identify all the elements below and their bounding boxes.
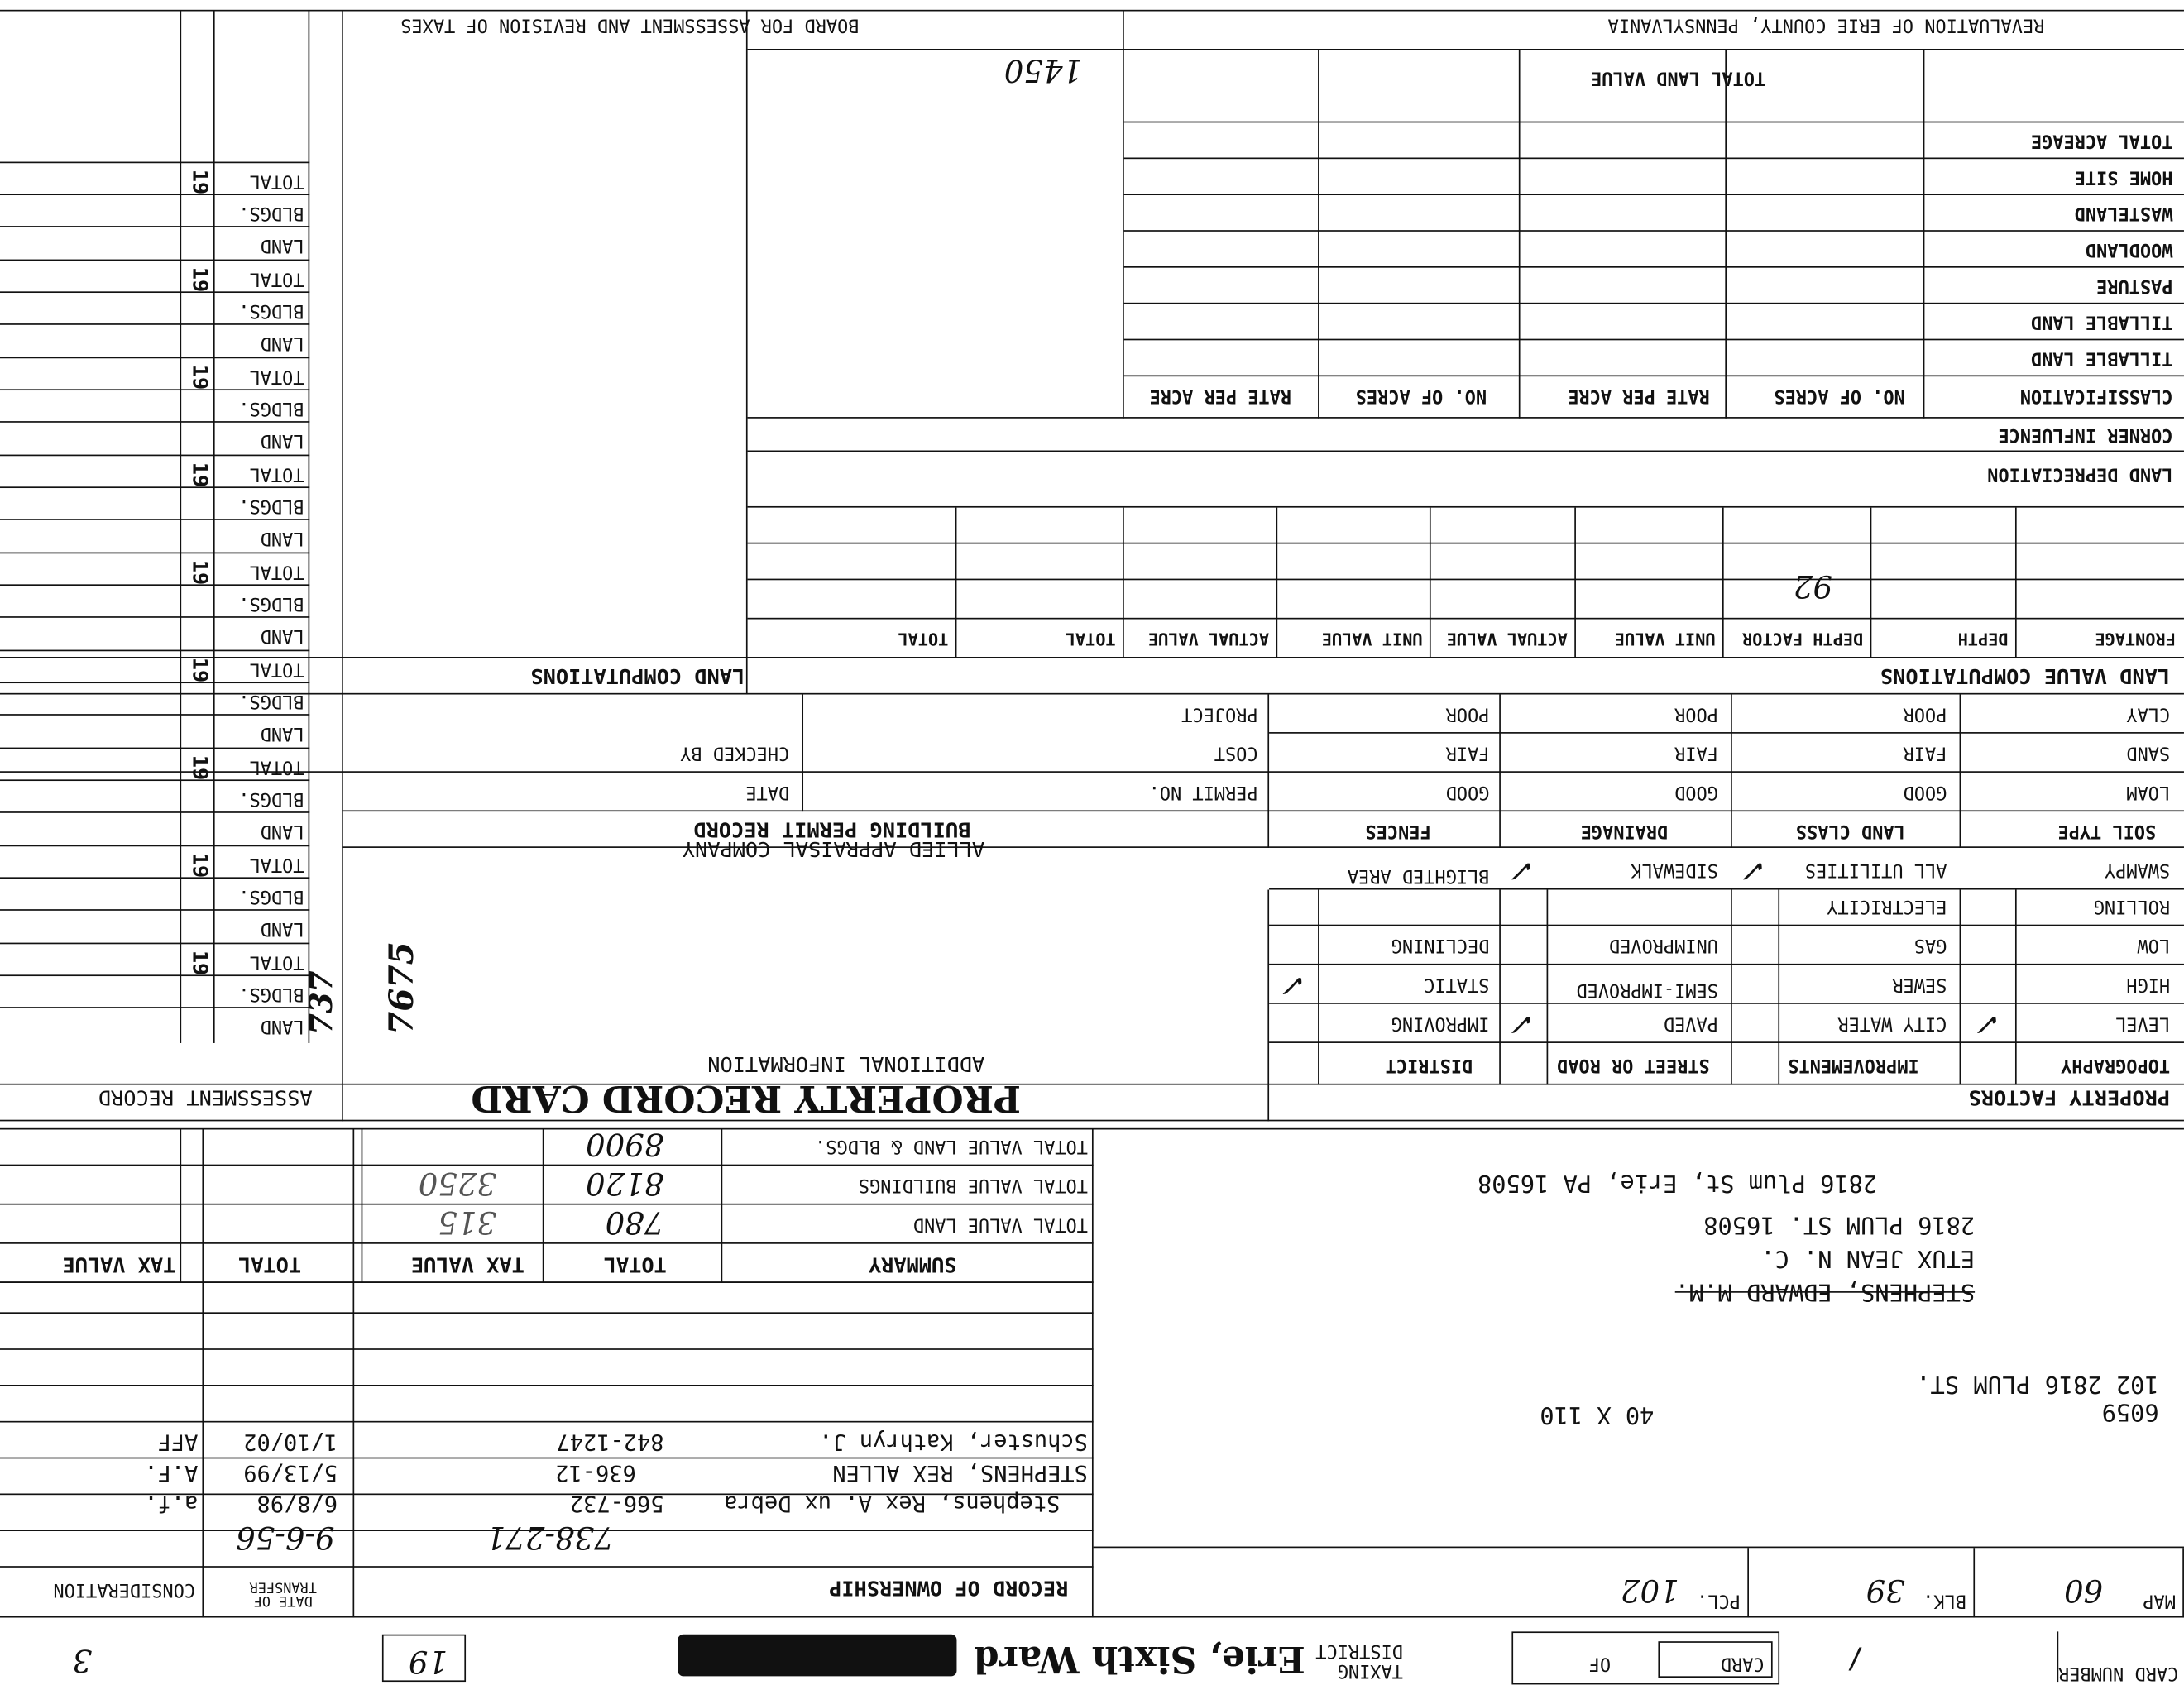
assessment-row-line xyxy=(0,748,309,749)
street-sidewalk-check: ✓ xyxy=(1511,852,1537,888)
assessment-row-label: LAND xyxy=(260,332,304,353)
blk-label: BLK. xyxy=(1923,1589,1966,1611)
assessment-row-label: TOTAL xyxy=(249,365,304,386)
impr-gas: GAS xyxy=(1913,934,1947,955)
land-value-column-divider xyxy=(1276,508,1278,658)
ownership-title: RECORD OF OWNERSHIP xyxy=(829,1575,1069,1601)
land-class-header: LAND CLASS xyxy=(1795,820,1905,841)
classification-row-label: TILLABLE LAND xyxy=(2030,347,2173,369)
assessment-row-label: TOTAL xyxy=(249,267,304,289)
assessment-row-line xyxy=(0,260,309,261)
ownership-row-3-date: 6/8/98 xyxy=(256,1491,338,1518)
land-value-column-header: TOTAL xyxy=(898,629,949,649)
summary-tax-value-header: TAX VALUE xyxy=(410,1252,524,1278)
assessment-row-line xyxy=(0,553,309,554)
impr-sewer: SEWER xyxy=(1892,973,1947,994)
board-title: BOARD FOR ASSESSMENT AND REVISION OF TAXES xyxy=(400,13,860,36)
drainage-fair: FAIR xyxy=(1674,741,1718,764)
assessment-row-line xyxy=(0,162,309,164)
land-class-fair: FAIR xyxy=(1903,741,1947,764)
assessment-row-line xyxy=(0,811,309,813)
summary-buildings-total: 8120 xyxy=(586,1164,664,1199)
drainage-header: DRAINAGE xyxy=(1580,820,1669,841)
assessment-year-label: 19 xyxy=(187,169,213,195)
assessment-year-label: 19 xyxy=(187,657,213,683)
assessment-row-line xyxy=(0,486,309,488)
permit-date-label: DATE xyxy=(745,781,790,802)
rate-per-acre-header-2: RATE PER ACRE xyxy=(1149,385,1292,406)
assessment-row-label: TOTAL xyxy=(249,560,304,582)
land-value-column-header: ACTUAL VALUE xyxy=(1147,629,1270,649)
classification-row-label: WASTELAND xyxy=(2074,202,2173,223)
classification-row-line xyxy=(1124,157,2184,159)
summary-land-tax: 315 xyxy=(438,1203,497,1238)
drainage-poor: POOR xyxy=(1674,702,1718,724)
parcel-address: 102 2816 PLUM ST. xyxy=(1916,1369,2159,1398)
classification-row-label: PASTURE xyxy=(2096,275,2173,296)
pcl-label: PCL. xyxy=(1697,1589,1741,1611)
transfer-date-header: DATE OF TRANSFER xyxy=(249,1578,317,1608)
land-value-column-header: UNIT VALUE xyxy=(1614,629,1716,649)
card-number-label: CARD NUMBER xyxy=(2058,1662,2179,1683)
street-paved: PAVED xyxy=(1663,1012,1718,1034)
summary-tax-value2-header: TAX VALUE xyxy=(62,1252,176,1278)
assessment-row-line xyxy=(0,519,309,520)
land-value-column-divider xyxy=(1574,508,1576,658)
permit-cost-label: COST xyxy=(1214,741,1258,764)
assessment-row-label: BLDGS. xyxy=(238,299,304,321)
permit-checked-label: CHECKED BY xyxy=(680,741,790,764)
corner-number: 3 xyxy=(72,1641,93,1677)
land-value-column-header: FRONTAGE xyxy=(2095,629,2176,649)
district-improving: IMPROVING xyxy=(1391,1012,1490,1034)
assessment-row-line xyxy=(0,845,309,847)
ownership-row-2-consideration: A.F. xyxy=(144,1460,199,1487)
land-class-good: GOOD xyxy=(1903,781,1947,802)
assessment-row-line xyxy=(0,616,309,618)
assessment-row-label: LAND xyxy=(260,722,304,744)
classification-row-line xyxy=(1124,266,2184,268)
impr-electricity: ELECTRICITY xyxy=(1827,895,1947,917)
assessment-row-label: LAND xyxy=(260,625,304,646)
assessment-row-line xyxy=(0,909,309,911)
total-land-value-label: TOTAL LAND VALUE xyxy=(1591,66,1766,89)
of-label: OF xyxy=(1588,1652,1612,1673)
land-value-column-divider xyxy=(1722,508,1724,658)
street-sidewalk: SIDEWALK xyxy=(1631,859,1718,880)
lot-dimensions: 40 X 110 xyxy=(1540,1400,1655,1429)
summary-buildings-label: TOTAL VALUE BUILDINGS xyxy=(858,1174,1088,1195)
taxing-district-value: Erie, Sixth Ward xyxy=(973,1637,1305,1679)
ownership-row-2-date: 5/13/99 xyxy=(243,1460,338,1487)
assessment-year-label: 19 xyxy=(187,852,213,879)
building-permit-title: BUILDING PERMIT RECORD xyxy=(693,816,971,843)
assessment-row-line xyxy=(0,943,309,945)
card-checkmark: / xyxy=(1846,1642,1864,1677)
impr-city-water: CITY WATER xyxy=(1837,1012,1947,1034)
taxing-district-label: TAXING DISTRICT xyxy=(1315,1640,1403,1681)
classification-row-line xyxy=(1124,303,2184,304)
street-unimproved: UNIMPROVED xyxy=(1608,934,1718,955)
assessment-row-label: BLDGS. xyxy=(238,885,304,907)
land-value-column-divider xyxy=(1870,508,1872,658)
classification-row-line xyxy=(1124,194,2184,195)
assessment-row-label: TOTAL xyxy=(249,853,304,874)
depth-factor-value: 92 xyxy=(1793,567,1833,603)
assessment-row-line xyxy=(0,323,309,325)
assessment-row-label: BLDGS. xyxy=(238,788,304,809)
topography-header: TOPOGRAPHY xyxy=(2061,1054,2171,1075)
classification-row-line xyxy=(1124,122,2184,123)
summary-title: SUMMARY xyxy=(868,1252,957,1278)
ownership-row-3-deed: 566-732 xyxy=(569,1491,664,1518)
assessment-row-line xyxy=(0,1007,309,1008)
street-semi-improved: SEMI-IMPROVED xyxy=(1576,979,1718,1000)
owner-line3: 2816 PLUM ST. 16508 xyxy=(1703,1210,1976,1238)
soil-loam: LOAM xyxy=(2126,781,2171,802)
assessment-row-label: LAND xyxy=(260,527,304,548)
revaluation-title: REVALUATION OF ERIE COUNTY, PENNSYLVANIA xyxy=(1607,13,2045,36)
ownership-row-1-deed: 842-1247 xyxy=(556,1429,664,1456)
assessment-row-line xyxy=(0,389,309,390)
soil-type-header: SOIL TYPE xyxy=(2057,820,2157,841)
street-paved-check: ✓ xyxy=(1511,1005,1537,1041)
land-value-column-divider xyxy=(1430,508,1431,658)
district-header: DISTRICT xyxy=(1385,1054,1473,1075)
summary-total-label: TOTAL VALUE LAND & BLDGS. xyxy=(815,1135,1088,1156)
classification-row-label: TOTAL ACREAGE xyxy=(2030,129,2173,151)
classification-row-label: TILLABLE LAND xyxy=(2030,310,2173,333)
assessment-row-line xyxy=(0,455,309,457)
assessment-row-label: BLDGS. xyxy=(238,202,304,223)
box-number: 19 xyxy=(382,1635,466,1682)
land-depreciation-label: LAND DEPRECIATION xyxy=(1987,462,2173,484)
assessment-row-label: TOTAL xyxy=(249,950,304,973)
assessment-year-label: 19 xyxy=(187,462,213,488)
assessment-row-label: BLDGS. xyxy=(238,690,304,711)
ownership-row-2-owner: STEPHENS, REX ALLEN xyxy=(832,1460,1088,1487)
assessment-row-label: LAND xyxy=(260,429,304,451)
no-of-acres-header-2: NO. OF ACRES xyxy=(1355,385,1487,406)
summary-total-value: 8900 xyxy=(586,1125,664,1161)
improvements-header: IMPROVEMENTS xyxy=(1788,1054,1919,1075)
classification-row-label: HOME SITE xyxy=(2074,165,2173,187)
ownership-row-1-owner: Schuster, Kathryn J. xyxy=(819,1429,1088,1456)
property-address-typed: 2816 Plum St, Erie, PA 16508 xyxy=(1477,1168,1878,1197)
summary-land-total: 780 xyxy=(605,1203,664,1238)
pcl-value: 102 xyxy=(1620,1571,1679,1607)
map-label: MAP xyxy=(2143,1589,2176,1611)
district-static-check: ✓ xyxy=(1282,966,1309,1002)
impr-all-utilities-check: ✓ xyxy=(1742,852,1769,888)
ownership-row-2-deed: 636-12 xyxy=(555,1460,636,1487)
classification-row-line xyxy=(1124,339,2184,341)
rate-per-acre-header-1: RATE PER ACRE xyxy=(1568,385,1710,406)
assessment-row-label: LAND xyxy=(260,1015,304,1037)
card-of-box xyxy=(1511,1631,1779,1684)
assessment-row-label: BLDGS. xyxy=(238,495,304,516)
no-of-acres-header-1: NO. OF ACRES xyxy=(1774,385,1905,406)
topo-high: HIGH xyxy=(2126,973,2171,994)
owner-line2: ETUX JEAN N. C. xyxy=(1760,1243,1976,1272)
land-value-column-divider xyxy=(2015,508,2017,658)
assessment-year-label: 19 xyxy=(187,754,213,781)
ownership-row-3-owner: Stephens, Rex A. ux Debra xyxy=(724,1491,1061,1518)
permit-project-label: PROJECT xyxy=(1181,702,1258,724)
permit-no-label: PERMIT NO. xyxy=(1148,781,1258,802)
assessment-row-line xyxy=(0,291,309,293)
assessment-row-label: TOTAL xyxy=(249,462,304,484)
assessment-year-label: 19 xyxy=(187,559,213,586)
district-declining: DECLINING xyxy=(1391,934,1490,955)
total-land-value-amount: 1450 xyxy=(1003,51,1083,87)
assessment-row-line xyxy=(0,877,309,879)
land-value-column-divider xyxy=(956,508,957,658)
ownership-row-4-deed: 738-271 xyxy=(486,1518,614,1554)
assessment-year-label: 19 xyxy=(187,950,213,976)
land-value-column-header: ACTUAL VALUE xyxy=(1446,629,1568,649)
blk-value: 39 xyxy=(1866,1571,1905,1607)
topo-swampy: SWAMPY xyxy=(2104,859,2171,880)
assessment-handwritten-sub: 737 xyxy=(304,970,341,1035)
map-value: 60 xyxy=(2063,1571,2104,1607)
land-class-poor: POOR xyxy=(1903,702,1947,724)
impr-all-utilities: ALL UTILITIES xyxy=(1804,859,1947,880)
assessment-record-title: ASSESSMENT RECORD xyxy=(98,1084,313,1110)
assessment-row-label: BLDGS. xyxy=(238,983,304,1004)
assessment-row-line xyxy=(0,584,309,586)
card-title: PROPERTY RECORD CARD xyxy=(471,1076,1022,1119)
summary-land-label: TOTAL VALUE LAND xyxy=(912,1213,1088,1234)
assessment-row-label: BLDGS. xyxy=(238,592,304,614)
soil-clay: CLAY xyxy=(2126,702,2171,724)
classification-label: CLASSIFICATION xyxy=(2019,385,2173,406)
redaction-bar xyxy=(678,1635,956,1677)
fences-header: FENCES xyxy=(1365,820,1431,841)
ownership-row-4-date: 9-6-56 xyxy=(236,1518,335,1554)
land-value-column-header: TOTAL xyxy=(1065,629,1116,649)
assessment-row-line xyxy=(0,650,309,652)
assessment-year-label: 19 xyxy=(187,266,213,293)
assessment-row-label: LAND xyxy=(260,234,304,256)
card-label: CARD xyxy=(1720,1652,1765,1673)
land-value-title: LAND VALUE COMPUTATIONS xyxy=(1880,663,2171,689)
assessment-row-line xyxy=(0,779,309,781)
assessment-row-line xyxy=(0,357,309,359)
land-comp-title: LAND COMPUTATIONS xyxy=(530,663,745,689)
consideration-header: CONSIDERATION xyxy=(53,1578,196,1600)
ownership-row-3-consideration: a.f. xyxy=(144,1491,199,1518)
classification-row-line xyxy=(1124,230,2184,232)
assessment-row-label: TOTAL xyxy=(249,755,304,777)
assessment-row-line xyxy=(0,226,309,227)
land-value-column-header: DEPTH FACTOR xyxy=(1742,629,1864,649)
land-value-column-header: DEPTH xyxy=(1957,629,2009,649)
assessment-row-label: LAND xyxy=(260,917,304,939)
topo-level: LEVEL xyxy=(2115,1012,2171,1034)
assessment-row-line xyxy=(0,974,309,976)
assessment-year-label: 19 xyxy=(187,364,213,390)
land-value-column-divider xyxy=(1123,508,1124,658)
property-factors-title: PROPERTY FACTORS xyxy=(1968,1084,2171,1110)
fences-fair: FAIR xyxy=(1445,741,1490,764)
assessment-row-label: TOTAL xyxy=(249,658,304,679)
topo-low: LOW xyxy=(2137,934,2171,955)
assessment-row-label: LAND xyxy=(260,820,304,841)
district-static: STATIC xyxy=(1424,973,1490,994)
summary-buildings-tax: 3250 xyxy=(418,1164,497,1199)
property-id-line: 6059 xyxy=(2101,1397,2159,1425)
topo-rolling: ROLLING xyxy=(2093,895,2171,917)
assessment-row-line xyxy=(0,682,309,683)
fences-good: GOOD xyxy=(1445,781,1490,802)
ownership-row-1-consideration: AFF xyxy=(157,1429,199,1456)
street-header: STREET OR ROAD xyxy=(1557,1054,1710,1075)
owner-struck: STEPHENS, EDWARD M.M. xyxy=(1674,1277,1976,1305)
corner-influence-label: CORNER INFLUENCE xyxy=(1998,424,2173,445)
assessment-row-label: BLDGS. xyxy=(238,397,304,419)
assessment-handwritten-total: 7675 xyxy=(381,941,422,1035)
classification-row-label: WOODLAND xyxy=(2085,238,2173,260)
district-blighted: BLIGHTED AREA xyxy=(1347,864,1490,886)
soil-sand: SAND xyxy=(2126,741,2171,764)
drainage-good: GOOD xyxy=(1674,781,1718,802)
summary-total-header: TOTAL xyxy=(603,1252,667,1278)
summary-total2-header: TOTAL xyxy=(238,1252,302,1278)
assessment-row-line xyxy=(0,194,309,195)
additional-info-title: ADDITIONAL INFORMATION xyxy=(707,1051,985,1077)
fences-poor: POOR xyxy=(1445,702,1490,724)
ownership-row-1-date: 1/10/02 xyxy=(243,1429,338,1456)
land-value-column-header: UNIT VALUE xyxy=(1321,629,1423,649)
assessment-row-label: TOTAL xyxy=(249,170,304,191)
assessment-row-line xyxy=(0,714,309,716)
topo-level-check: ✓ xyxy=(1976,1005,2003,1041)
appraisal-company: ALLIED APPRAISAL COMPANY xyxy=(682,836,985,862)
assessment-row-line xyxy=(0,421,309,423)
